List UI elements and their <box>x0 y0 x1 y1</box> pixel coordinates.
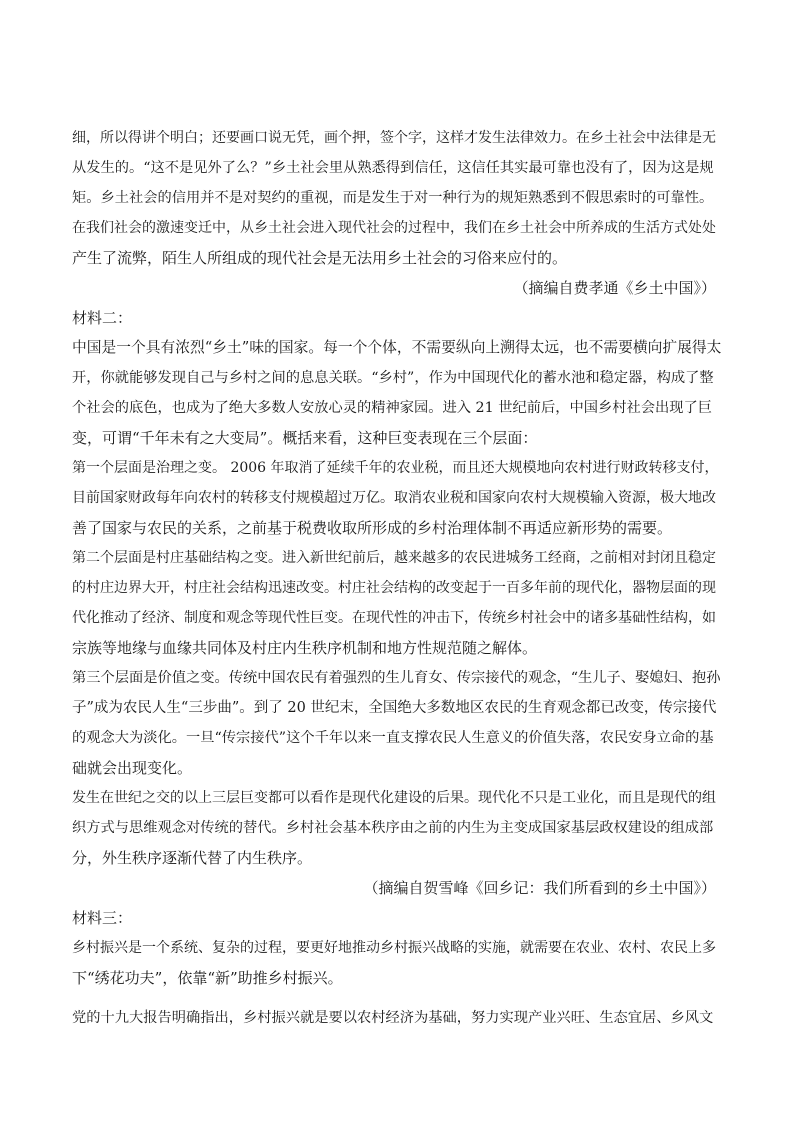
text-line: 变，可谓“千年未有之大变局”。概括来看，这种巨变表现在三个层面： <box>72 429 538 447</box>
text-line: 分，外生秩序逐渐代替了内生秩序。 <box>72 849 313 867</box>
text-line: 下“绣花功夫”，依靠“新”助推乡村振兴。 <box>72 969 343 987</box>
text-line: 的村庄边界大开，村庄社会结构迅速改变。村庄社会结构的改变起于一百多年前的现代化，器物层面的现 <box>72 580 716 596</box>
text-line: 中国是一个具有浓烈“乡土”味的国家。每一个个体，不需要纵向上溯得太远，也不需要横向扩展得太 <box>72 339 722 356</box>
text-line: 细，所以得讲个明白；还要画口说无凭，画个押，签个字，这样才发生法律效力。在乡土社会中法律是无 <box>72 130 716 146</box>
text-line: 乡村振兴是一个系统、复杂的过程，要更好地推动乡村振兴战略的实施，就需要在农业、农村、农民上多 <box>72 940 716 956</box>
text-line: 第二个层面是村庄基础结构之变。进入新世纪前后，越来越多的农民进城务工经商，之前相对封闭且稳定 <box>72 550 716 566</box>
text-line: 目前国家财政每年向农村的转移支付规模超过万亿。取消农业税和国家向农村大规模输入资源，极大地改 <box>72 490 716 506</box>
text-line: 从发生的。“这不是见外了么？”乡土社会里从熟悉得到信任，这信任其实最可靠也没有了，因为这是规 <box>72 160 714 176</box>
text-line: 础就会出现变化。 <box>72 759 193 777</box>
text-line: 子”成为农民人生“三步曲”。到了 20 世纪末，全国绝大多数地区农民的生育观念都已改变，传宗接代 <box>72 700 717 716</box>
source-citation: （摘编自费孝通《乡土中国》） <box>513 279 716 297</box>
text-line: 善了国家与农民的关系，之前基于税费收取所形成的乡村治理体制不再适应新形势的需要。 <box>72 519 673 537</box>
section-heading: 材料二： <box>72 309 133 327</box>
text-line: 第三个层面是价值之变。传统中国农民有着强烈的生儿育女、传宗接代的观念，“生儿子、娶媳妇、抱孙 <box>72 670 721 686</box>
text-line: 党的十九大报告明确指出，乡村振兴就是要以农村经济为基础，努力实现产业兴旺、生态宜居、乡风文 <box>72 1010 714 1026</box>
text-line: 发生在世纪之交的以上三层巨变都可以看作是现代化建设的后果。现代化不只是工业化，而且是现代的组 <box>72 790 716 806</box>
text-line: 宗族等地缘与血缘共同体及村庄内生秩序机制和地方性规范随之解体。 <box>72 639 538 657</box>
section-heading: 材料三： <box>72 909 133 927</box>
source-citation: （摘编自贺雪峰《回乡记：我们所看到的乡土中国》） <box>363 879 716 897</box>
text-line: 织方式与思维观念对传统的替代。乡村社会基本秩序由之前的内生为主变成国家基层政权建设的组成部 <box>72 820 714 836</box>
text-line: 的观念大为淡化。一旦“传宗接代”这个千年以来一直支撑农民人生意义的价值失落，农民安身立命的基 <box>72 730 714 746</box>
text-line: 开，你就能够发现自己与乡村之间的息息关联。“乡村”，作为中国现代化的蓄水池和稳定器，构成了整 <box>72 370 714 386</box>
text-line: 在我们社会的激速变迁中，从乡土社会进入现代社会的过程中，我们在乡土社会中所养成的生活方式处处 <box>72 220 716 236</box>
text-line: 产生了流弊，陌生人所组成的现代社会是无法用乡土社会的习俗来应付的。 <box>72 249 568 267</box>
text-line: 第一个层面是治理之变。 2006 年取消了延续千年的农业税，而且还大规模地向农村进行财政转移支付， <box>72 460 719 476</box>
text-line: 矩。乡土社会的信用并不是对契约的重视，而是发生于对一种行为的规矩熟悉到不假思索时的可靠性。 <box>72 190 714 206</box>
text-line: 代化推动了经济、制度和观念等现代性巨变。在现代性的冲击下，传统乡村社会中的诸多基础性结构，如 <box>72 610 716 626</box>
text-line: 个社会的底色，也成为了绝大多数人安放心灵的精神家园。进入 21 世纪前后，中国乡村社会出现了巨 <box>72 400 712 416</box>
